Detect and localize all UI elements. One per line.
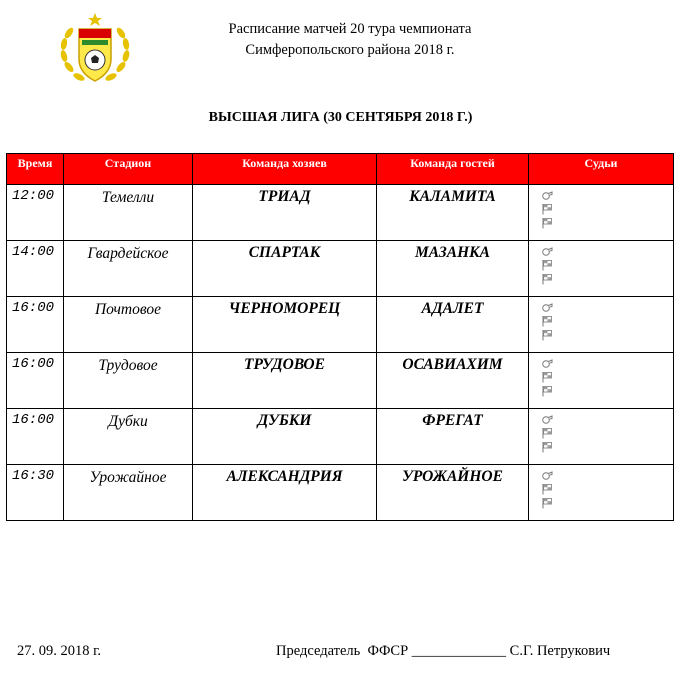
match-time: 14:00 bbox=[7, 241, 64, 297]
away-team: ФРЕГАТ bbox=[377, 409, 529, 465]
referees-cell bbox=[529, 185, 674, 241]
home-team: ЧЕРНОМОРЕЦ bbox=[193, 297, 377, 353]
match-time: 16:00 bbox=[7, 297, 64, 353]
match-time: 16:00 bbox=[7, 353, 64, 409]
flag-icon bbox=[541, 202, 553, 216]
table-row bbox=[7, 465, 674, 521]
away-team: ОСАВИАХИМ bbox=[377, 353, 529, 409]
match-stadium: Темелли bbox=[64, 185, 193, 241]
flag-icon bbox=[541, 216, 553, 230]
table-row bbox=[7, 297, 674, 353]
match-stadium: Гвардейское bbox=[64, 241, 193, 297]
match-stadium: Трудовое bbox=[64, 353, 193, 409]
table-header-row bbox=[7, 154, 674, 185]
flag-icon bbox=[541, 328, 553, 342]
column-header-time: Время bbox=[7, 154, 64, 185]
title-line-2: Симферопольского района 2018 г. bbox=[245, 42, 455, 58]
flag-icon bbox=[541, 370, 553, 384]
home-team: ДУБКИ bbox=[193, 409, 377, 465]
referees-cell bbox=[529, 465, 674, 521]
table-row bbox=[7, 353, 674, 409]
match-stadium: Дубки bbox=[64, 409, 193, 465]
flag-icon bbox=[541, 314, 553, 328]
match-stadium: Почтовое bbox=[64, 297, 193, 353]
ffsr-logo bbox=[55, 11, 135, 91]
flag-icon bbox=[541, 426, 553, 440]
home-team: АЛЕКСАНДРИЯ bbox=[193, 465, 377, 521]
away-team: МАЗАНКА bbox=[377, 241, 529, 297]
away-team: АДАЛЕТ bbox=[377, 297, 529, 353]
away-team: КАЛАМИТА bbox=[377, 185, 529, 241]
footer-date: 27. 09. 2018 г. bbox=[17, 643, 102, 659]
flag-icon bbox=[541, 384, 553, 398]
document-title bbox=[190, 19, 510, 61]
column-header-referees: Судьи bbox=[529, 154, 674, 185]
home-team: ТРИАД bbox=[193, 185, 377, 241]
flag-icon bbox=[541, 482, 553, 496]
flag-icon bbox=[541, 496, 553, 510]
referees-cell bbox=[529, 241, 674, 297]
match-time: 16:00 bbox=[7, 409, 64, 465]
flag-icon bbox=[541, 258, 553, 272]
match-time: 12:00 bbox=[7, 185, 64, 241]
referees-cell bbox=[529, 353, 674, 409]
away-team: УРОЖАЙНОЕ bbox=[377, 465, 529, 521]
home-team: СПАРТАК bbox=[193, 241, 377, 297]
league-heading: ВЫСШАЯ ЛИГА (30 СЕНТЯБРЯ 2018 Г.) bbox=[208, 110, 473, 125]
column-header-away-team: Команда гостей bbox=[377, 154, 529, 185]
whistle-icon bbox=[541, 356, 553, 370]
whistle-icon bbox=[541, 300, 553, 314]
table-row bbox=[7, 241, 674, 297]
whistle-icon bbox=[541, 468, 553, 482]
match-stadium: Урожайное bbox=[64, 465, 193, 521]
column-header-home-team: Команда хозяев bbox=[193, 154, 377, 185]
schedule-table bbox=[6, 153, 674, 521]
match-time: 16:30 bbox=[7, 465, 64, 521]
title-line-1: Расписание матчей 20 тура чемпионата bbox=[228, 21, 472, 37]
whistle-icon bbox=[541, 244, 553, 258]
column-header-stadium: Стадион bbox=[64, 154, 193, 185]
flag-icon bbox=[541, 272, 553, 286]
table-row bbox=[7, 409, 674, 465]
home-team: ТРУДОВОЕ bbox=[193, 353, 377, 409]
table-row bbox=[7, 185, 674, 241]
footer-signature: Председатель ФФСР _____________ С.Г. Петрукович bbox=[276, 643, 611, 659]
flag-icon bbox=[541, 440, 553, 454]
referees-cell bbox=[529, 297, 674, 353]
referees-cell bbox=[529, 409, 674, 465]
whistle-icon bbox=[541, 188, 553, 202]
whistle-icon bbox=[541, 412, 553, 426]
